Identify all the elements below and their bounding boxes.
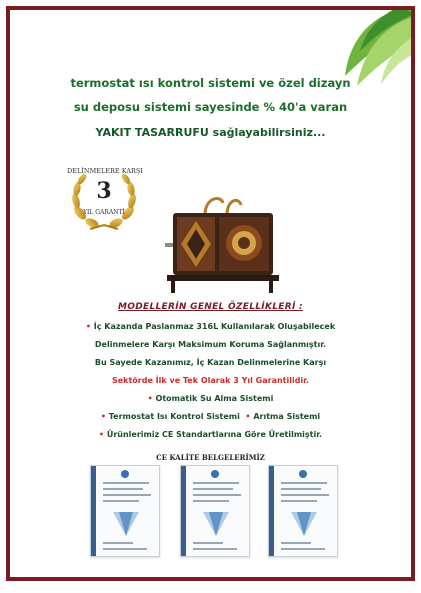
feature-line-4 — [10, 376, 411, 385]
certificate-logo-icon — [211, 470, 219, 478]
bullet: • — [85, 322, 91, 331]
feature-text: Termostat Isı Kontrol Sistemi — [108, 412, 240, 421]
feature-text: Olarak 3 Yıl Garantilidir. — [198, 376, 310, 385]
ce-certificate-1 — [90, 465, 160, 557]
feature-line-2: Delinmelere Karşı Maksimum Koruma Sağlanmıştır. — [94, 340, 327, 349]
bullet: • — [98, 430, 105, 439]
certificate-logo-icon — [299, 470, 307, 478]
bullet: • — [245, 412, 251, 421]
certificate-text-line — [103, 494, 151, 496]
certificate-text-line — [193, 500, 229, 502]
feature-line-3: Bu Sayede Kazanımız, İç Kazan Delinmelerine Karşı — [94, 358, 327, 367]
feature-line-5 — [10, 394, 411, 403]
certificate-text-line — [281, 482, 327, 484]
ce-certificate-2 — [180, 465, 250, 557]
feature-text: İç Kazanda Paslanmaz 316L Kullanılarak Oluşabilecek — [93, 322, 336, 331]
badge-top-text: DELİNMELERE KARŞI — [67, 167, 143, 175]
badge-bottom-text: YIL GARANTİ — [83, 209, 125, 216]
certificate-logo-icon — [121, 470, 129, 478]
feature-text: Ürünlerimiz CE Standartlarına Göre Üretilmiştir. — [106, 430, 323, 439]
ce-certificate-3 — [268, 465, 338, 557]
bullet: • — [147, 394, 153, 403]
certificate-text-line — [103, 488, 143, 490]
badge-number: 3 — [96, 178, 112, 204]
certificate-seal-icon — [201, 508, 231, 538]
certificate-side-bar — [181, 466, 186, 556]
headline-line-3: YAKIT TASARRUFU sağlayabilirsiniz... — [95, 126, 326, 139]
certificate-text-line — [193, 494, 241, 496]
certificate-seal-icon — [289, 508, 319, 538]
certificate-text-line — [281, 542, 311, 544]
headline-line-1: termostat ısı kontrol sistemi ve özel dizayn — [70, 76, 351, 90]
feature-highlight: Sektörde İlk ve Tek — [111, 376, 199, 385]
certificate-text-line — [281, 494, 329, 496]
certificate-text-line — [281, 488, 321, 490]
feature-text: Arıtma Sistemi — [253, 412, 321, 421]
boiler-product-image — [165, 191, 280, 295]
certificates-title: CE KALİTE BELGELERİMİZ — [156, 453, 265, 462]
certificate-text-line — [193, 548, 237, 550]
certificate-text-line — [281, 500, 317, 502]
certificate-text-line — [193, 488, 233, 490]
feature-text: Otomatik Su Alma Sistemi — [155, 394, 274, 403]
certificate-text-line — [281, 548, 325, 550]
certificate-text-line — [193, 482, 239, 484]
certificate-text-line — [103, 500, 139, 502]
certificate-text-line — [103, 482, 149, 484]
page-frame — [6, 6, 415, 581]
certificate-text-line — [103, 548, 147, 550]
headline-line-2: su deposu sistemi sayesinde % 40'a varan — [73, 100, 348, 114]
certificate-side-bar — [91, 466, 96, 556]
certificate-text-line — [193, 542, 223, 544]
certificate-seal-icon — [111, 508, 141, 538]
certificate-side-bar — [269, 466, 274, 556]
feature-line-1 — [10, 322, 411, 331]
certificate-text-line — [103, 542, 133, 544]
bullet: • — [100, 412, 106, 421]
feature-line-6 — [10, 412, 411, 421]
features-title: MODELLERİN GENEL ÖZELLİKLERİ : — [118, 302, 303, 312]
feature-line-7 — [10, 430, 411, 439]
